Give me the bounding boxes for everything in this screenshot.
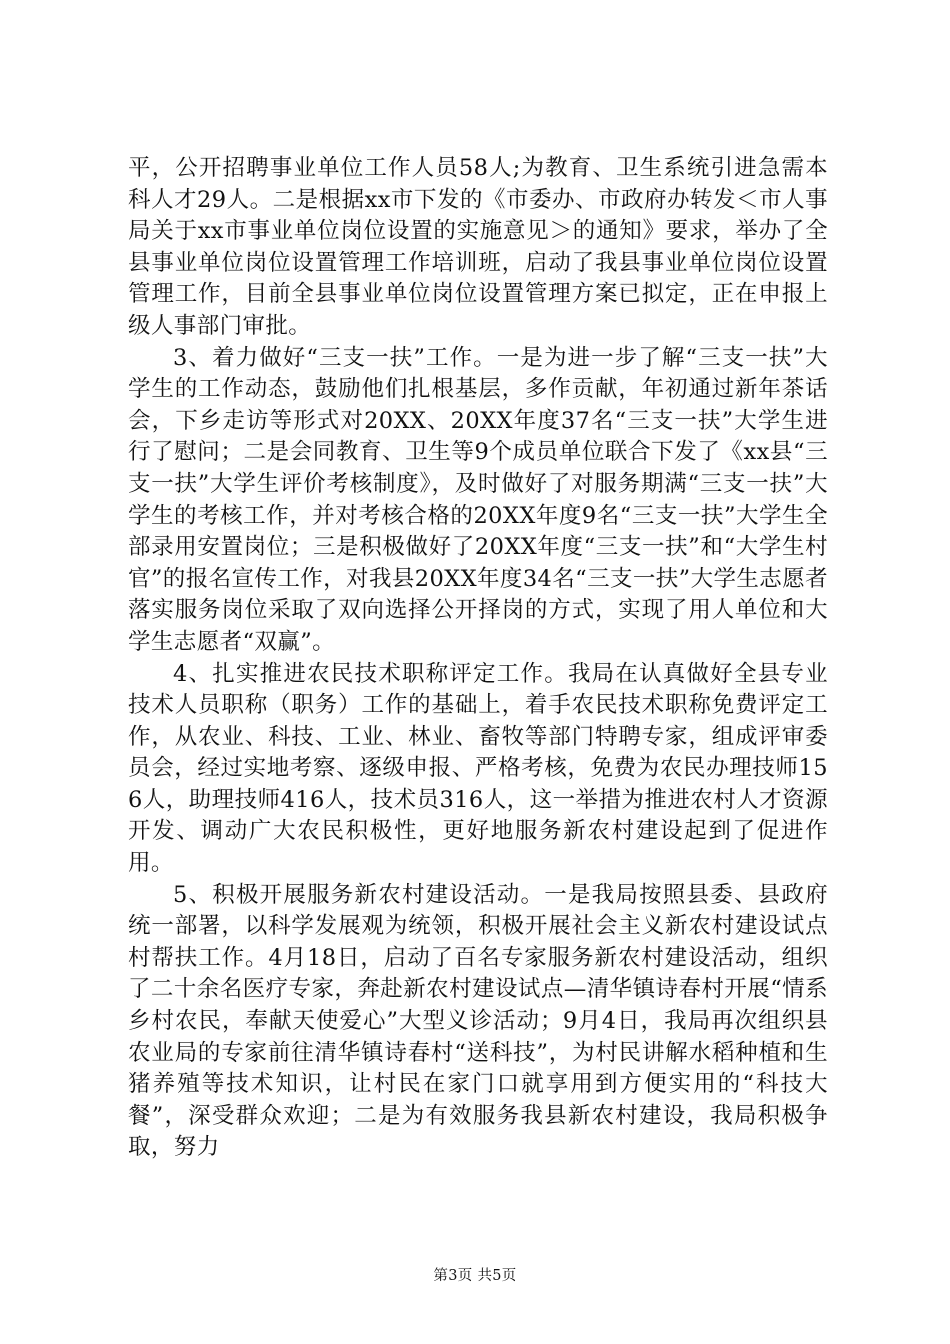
paragraph-3-farmer-titles: 4、扎实推进农民技术职称评定工作。我局在认真做好全县专业技术人员职称（职务）工作的基础上，着手农民技术职称免费评定工作，从农业、科技、工业、林业、畜牧等部门特聘专家，组成评审委员会，经过实地考察、逐级申报、严格考核，免费为农民办理技师156人，助理技师416人，技术员316人，这一举措为推进农村人才资源开发、调动广大农民积极性，更好地服务新农村建设起到了促进作用。	[128, 660, 828, 877]
paragraph-4-new-countryside: 5、积极开展服务新农村建设活动。一是我局按照县委、县政府统一部署，以科学发展观为统领，积极开展社会主义新农村建设试点村帮扶工作。4月18日，启动了百名专家服务新农村建设活动，组织了二十余名医疗专家，奔赴新农村建设试点—清华镇诗春村开展“情系乡村农民，奉献天使爱心”大型义诊活动；9月4日，我局再次组织县农业局的专家前往清华镇诗春村“送科技”，为村民讲解水稻种植和生猪养殖等技术知识，让村民在家门口就享用到方便实用的“科技大餐”，深受群众欢迎；二是为有效服务我县新农村建设，我局积极争取，努力	[128, 881, 828, 1161]
document-body	[128, 153, 828, 1164]
page-footer: 第3页 共5页	[433, 1268, 517, 1284]
paragraph-2-sanzhiyifu: 3、着力做好“三支一扶”工作。一是为进一步了解“三支一扶”大学生的工作动态，鼓励他们扎根基层，多作贡献，年初通过新年茶话会，下乡走访等形式对20XX、20XX年度37名“三支一扶”大学生进行了慰问；二是会同教育、卫生等9个成员单位联合下发了《xx县“三支一扶”大学生评价考核制度》，及时做好了对服务期满“三支一扶”大学生的考核工作，并对考核合格的20XX年度9名“三支一扶”大学生全部录用安置岗位；三是积极做好了20XX年度“三支一扶”和“大学生村官”的报名宣传工作，对我县20XX年度34名“三支一扶”大学生志愿者落实服务岗位采取了双向选择公开择岗的方式，实现了用人单位和大学生志愿者“双赢”。	[128, 344, 828, 655]
paragraph-1-continuation: 平，公开招聘事业单位工作人员58人;为教育、卫生系统引进急需本科人才29人。二是根据xx市下发的《市委办、市政府办转发＜市人事局关于xx市事业单位岗位设置的实施意见＞的通知》要求，举办了全县事业单位岗位设置管理工作培训班，启动了我县事业单位岗位设置管理工作，目前全县事业单位岗位设置管理方案已拟定，正在申报上级人事部门审批。	[128, 155, 828, 339]
